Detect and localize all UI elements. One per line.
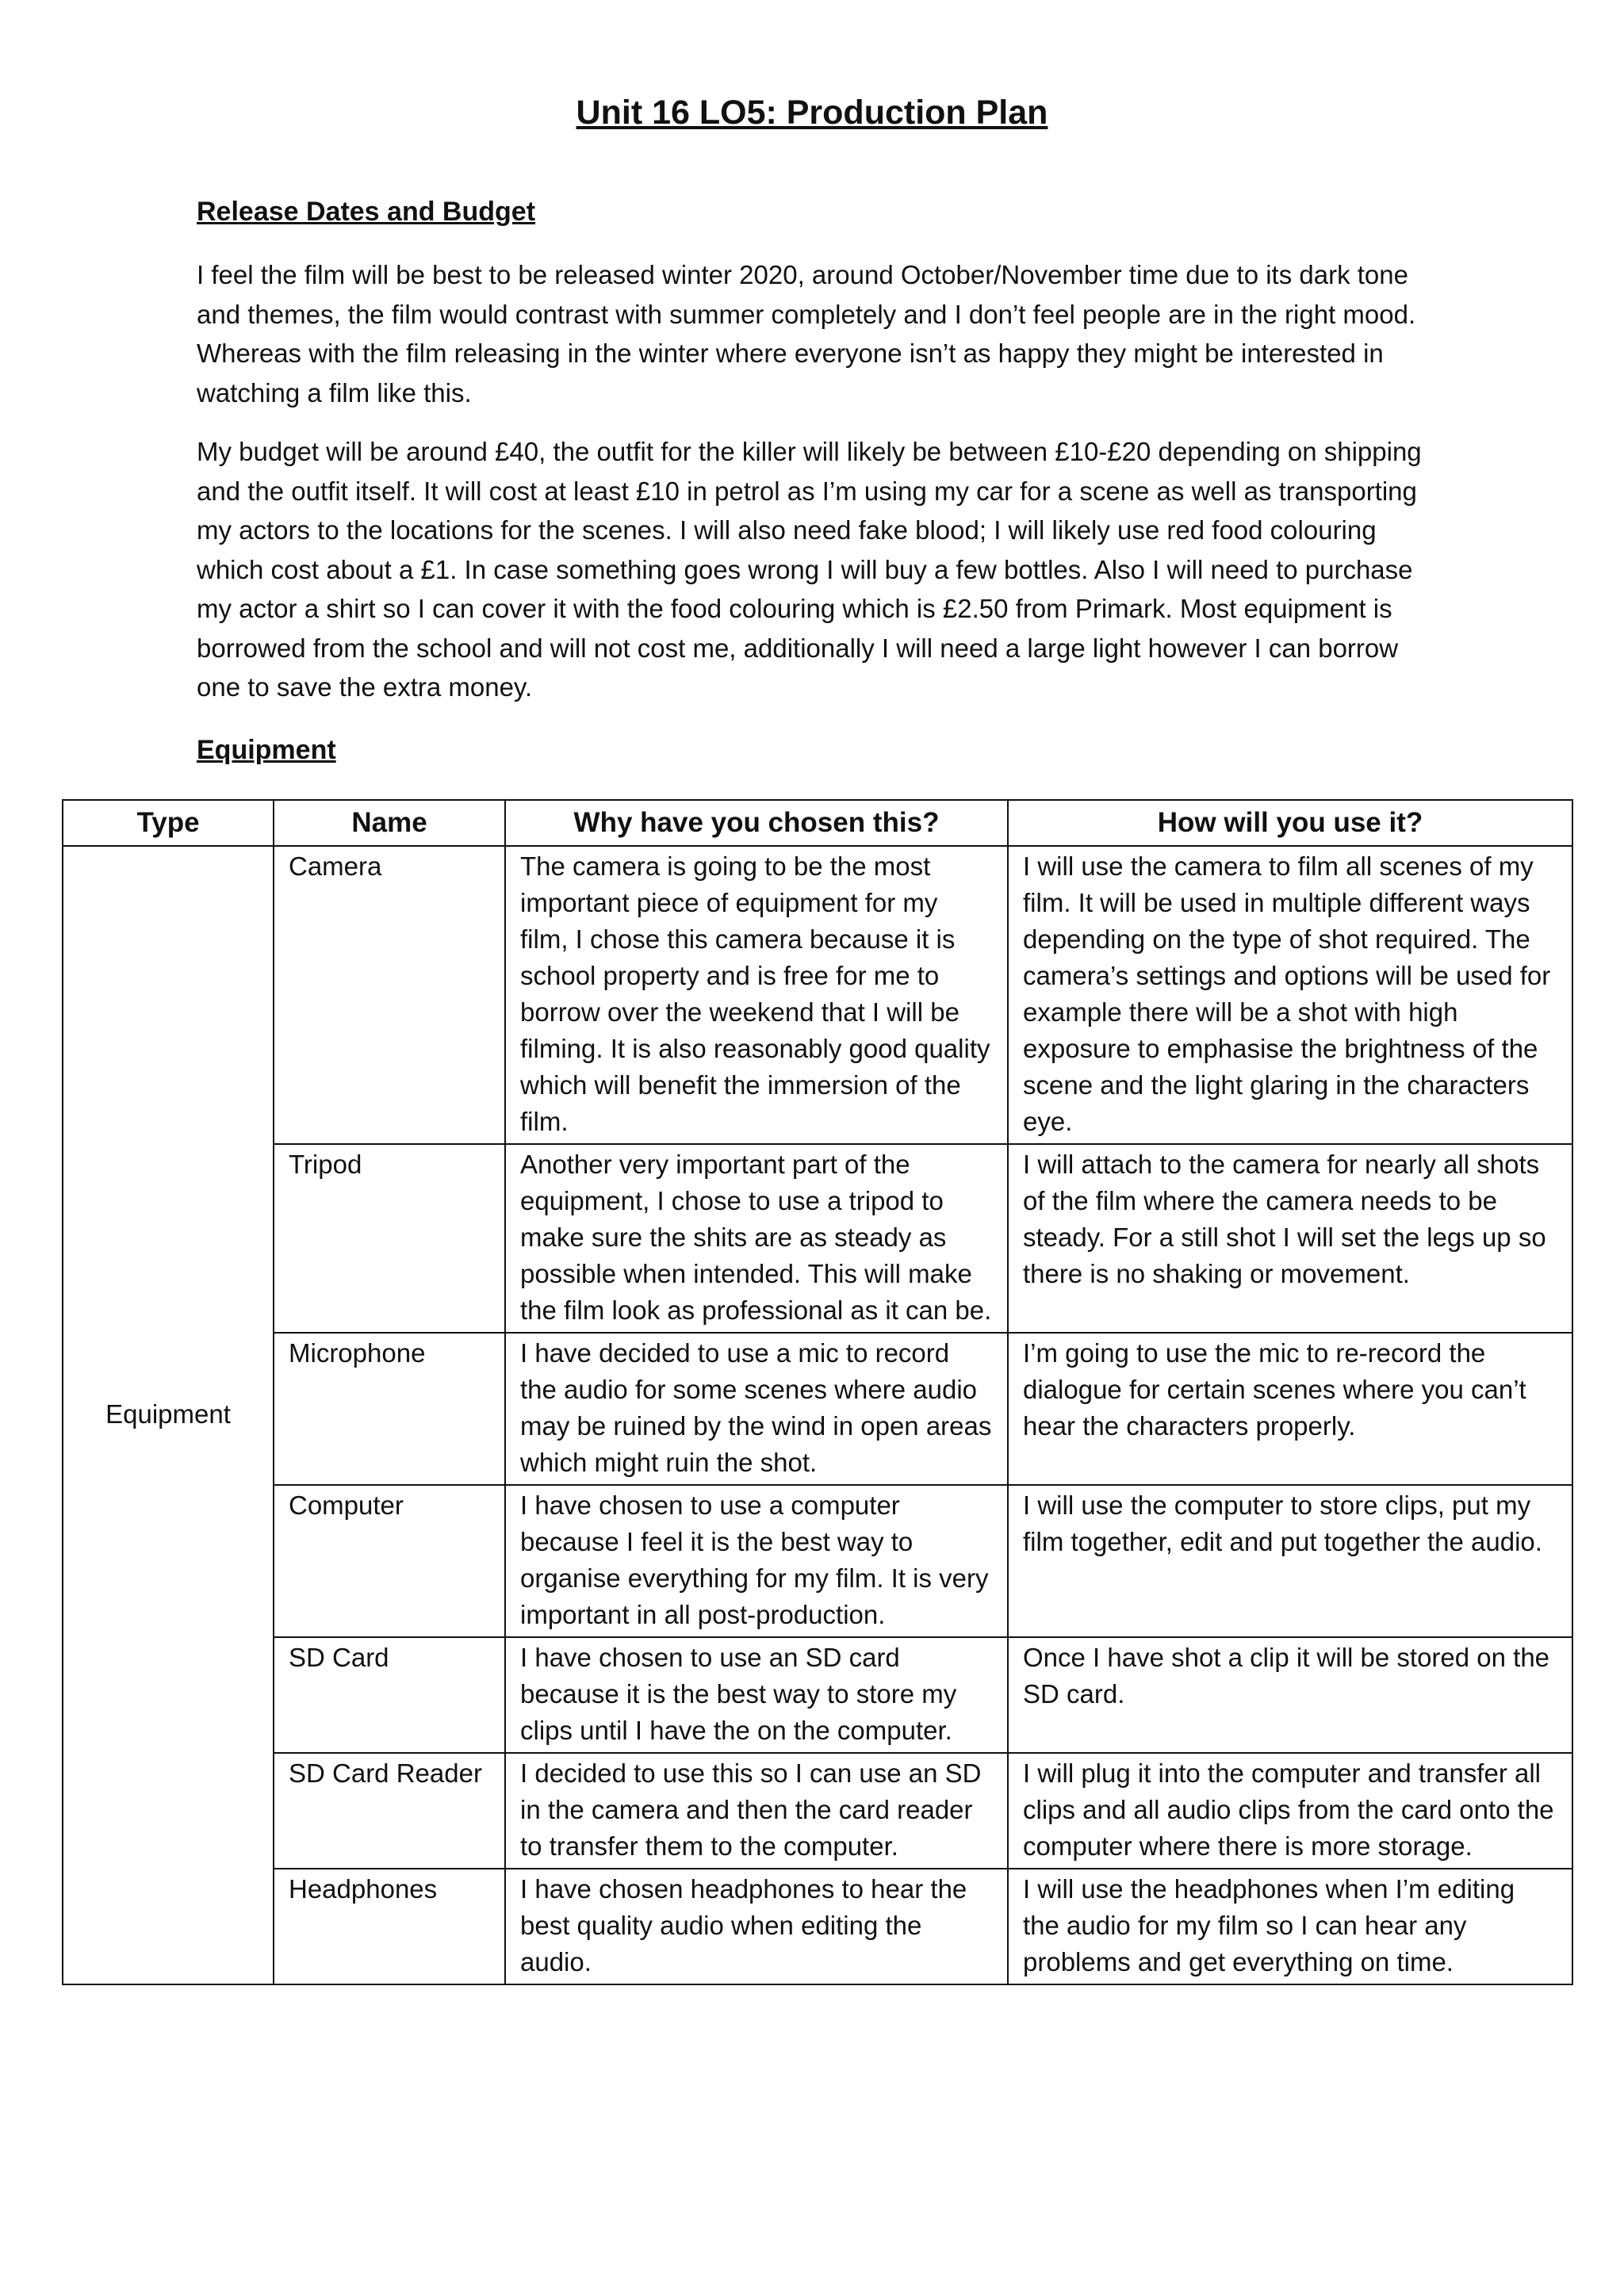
table-row [63, 846, 1572, 1144]
name-cell: SD Card Reader [274, 1753, 505, 1869]
how-cell: Once I have shot a clip it will be stored on the SD card. [1008, 1637, 1572, 1753]
why-cell: Another very important part of the equipment, I chose to use a tripod to make sure the shits are as steady as possible when intended. This will make the film look as professional as it can be. [505, 1144, 1008, 1333]
column-header: Type [63, 800, 274, 846]
table-row [63, 1485, 1572, 1637]
how-cell: I will use the headphones when I’m editing the audio for my film so I can hear any problems and get everything on time. [1008, 1869, 1572, 1984]
why-cell: The camera is going to be the most important piece of equipment for my film, I chose this camera because it is school property and is free for me to borrow over the weekend that I will be filming. It is also reasonably good quality which will benefit the immersion of the film. [505, 846, 1008, 1144]
why-cell: I have chosen headphones to hear the best quality audio when editing the audio. [505, 1869, 1008, 1984]
why-cell: I have chosen to use a computer because I feel it is the best way to organise everything for my film. It is very important in all post-production. [505, 1485, 1008, 1637]
release-paragraph: I feel the film will be best to be released winter 2020, around October/November time due to its dark tone and themes, the film would contrast with summer completely and I don’t feel people are in the right mood. Whereas with the film releasing in the winter where everyone isn’t as happy they might be interested in watching a film like this. [197, 260, 1416, 408]
table-header-row [63, 800, 1572, 846]
table-row [63, 1144, 1572, 1333]
table-row [63, 1637, 1572, 1753]
page-title: Unit 16 LO5: Production Plan [576, 94, 1048, 132]
column-header: Name [274, 800, 505, 846]
budget-paragraph: My budget will be around £40, the outfit for the killer will likely be between £10-£20 depending on shipping and the outfit itself. It will cost at least £10 in petrol as I’m using my car for a scene as well as transporting my actors to the locations for the scenes. I will also need fake blood; I will likely use red food colouring which cost about a £1. In case something goes wrong I will buy a few bottles. Also I will need to purchase my actor a shirt so I can cover it with the food colouring which is £2.50 from Primark. Most equipment is borrowed from the school and will not cost me, additionally I will need a large light however I can borrow one to save the extra money. [197, 437, 1422, 702]
how-cell: I will use the computer to store clips, put my film together, edit and put together the audio. [1008, 1485, 1572, 1637]
table-row [63, 1753, 1572, 1869]
how-cell: I will use the camera to film all scenes of my film. It will be used in multiple different ways depending on the type of shot required. The camera’s settings and options will be used for example there will be a shot with high exposure to emphasise the brightness of the scene and the light glaring in the characters eye. [1008, 846, 1572, 1144]
equipment-table [62, 799, 1573, 1985]
why-cell: I decided to use this so I can use an SD in the camera and then the card reader to transfer them to the computer. [505, 1753, 1008, 1869]
why-cell: I have chosen to use an SD card because it is the best way to store my clips until I have the on the computer. [505, 1637, 1008, 1753]
name-cell: Tripod [274, 1144, 505, 1333]
equipment-heading: Equipment [197, 735, 336, 765]
name-cell: Microphone [274, 1333, 505, 1485]
table-row [63, 1869, 1572, 1984]
release-heading: Release Dates and Budget [197, 197, 536, 227]
how-cell: I will attach to the camera for nearly all shots of the film where the camera needs to be steady. For a still shot I will set the legs up so there is no shaking or movement. [1008, 1144, 1572, 1333]
column-header: How will you use it? [1008, 800, 1572, 846]
type-cell: Equipment [63, 846, 274, 1984]
how-cell: I will plug it into the computer and transfer all clips and all audio clips from the card onto the computer where there is more storage. [1008, 1753, 1572, 1869]
why-cell: I have decided to use a mic to record the audio for some scenes where audio may be ruined by the wind in open areas which might ruin the shot. [505, 1333, 1008, 1485]
column-header: Why have you chosen this? [505, 800, 1008, 846]
name-cell: Camera [274, 846, 505, 1144]
name-cell: Computer [274, 1485, 505, 1637]
name-cell: SD Card [274, 1637, 505, 1753]
how-cell: I’m going to use the mic to re-record the dialogue for certain scenes where you can’t hear the characters properly. [1008, 1333, 1572, 1485]
table-row [63, 1333, 1572, 1485]
name-cell: Headphones [274, 1869, 505, 1984]
